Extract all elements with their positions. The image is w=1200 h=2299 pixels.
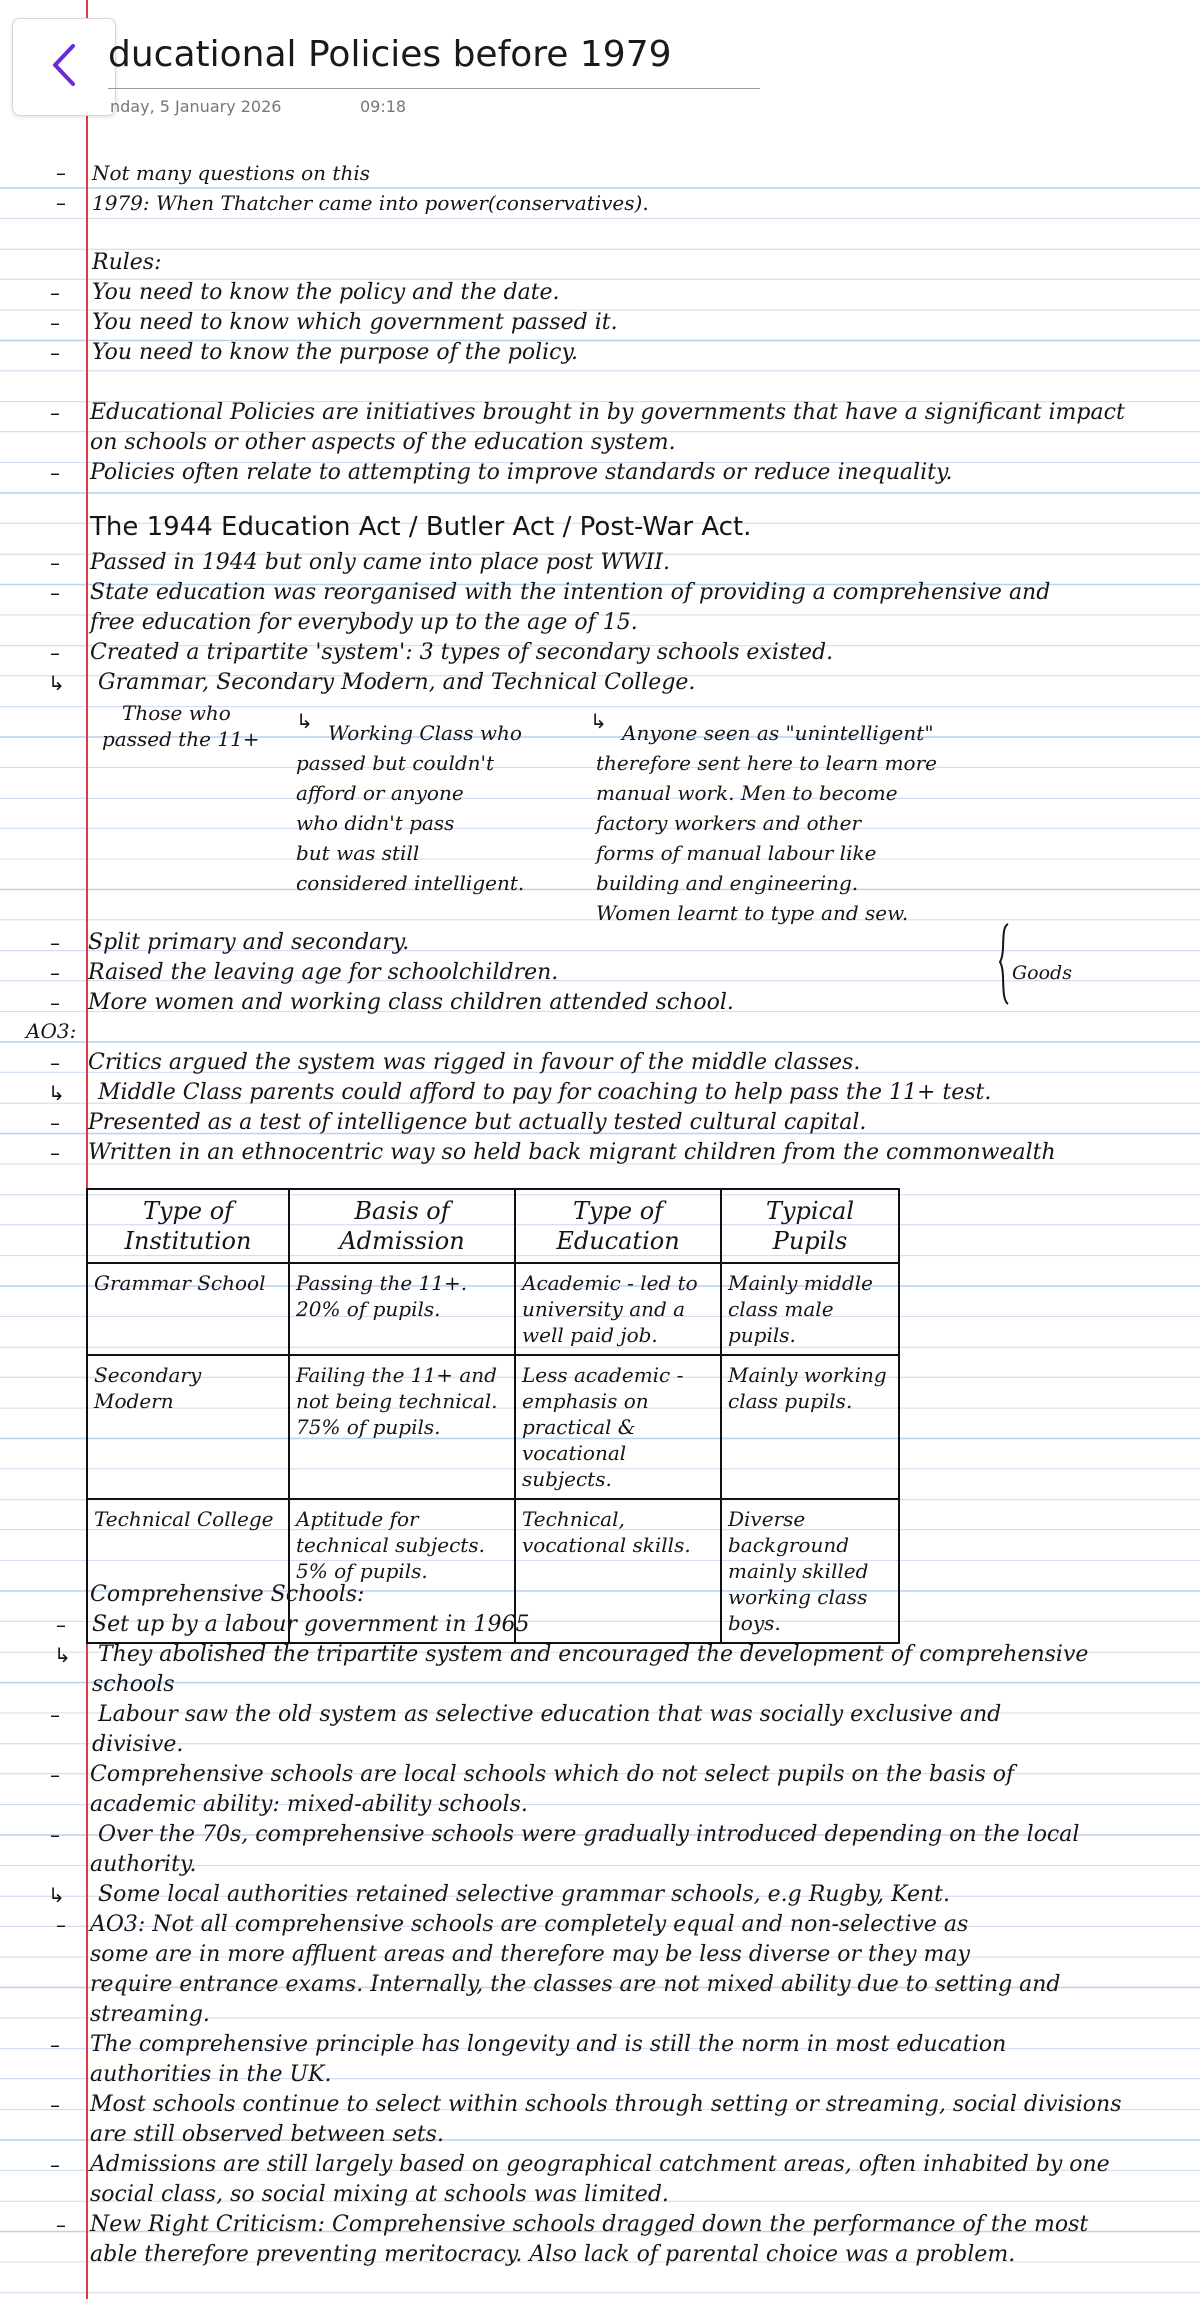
note-line: Raised the leaving age for schoolchildren. [88,960,559,985]
note-line: Set up by a labour government in 1965 [92,1612,530,1637]
note-line: Policies often relate to attempting to improve standards or reduce inequality. [90,460,953,485]
bullet-dash: – [50,1141,60,1165]
note-line: are still observed between sets. [90,2122,444,2147]
note-line: social class, so social mixing at schools was limited. [90,2182,669,2207]
table-cell: Passing the 11+. 20% of pupils. [289,1263,515,1355]
bullet-dash: – [50,311,60,335]
table-cell: Less academic - emphasis on practical & vocational subjects. [515,1355,721,1499]
note-line: Presented as a test of intelligence but actually tested cultural capital. [88,1110,867,1135]
bullet-dash: – [50,581,60,605]
bullet-dash: – [50,461,60,485]
bullet-dash: – [56,191,66,215]
note-line: They abolished the tripartite system and encouraged the development of comprehensive [98,1642,1089,1667]
table-row [87,1263,899,1355]
note-line: able therefore preventing meritocracy. Also lack of parental choice was a problem. [90,2242,1016,2267]
bullet-arrow: ↳ [48,1081,65,1105]
note-line: Most schools continue to select within schools through setting or streaming, social divisions [90,2092,1122,2117]
note-line: divisive. [92,1732,184,1757]
chevron-left-icon [49,42,79,92]
note-line: Passed in 1944 but only came into place post WWII. [90,550,670,575]
technical-note: Women learnt to type and sew. [596,901,909,925]
aos-label: AO3: [26,1019,77,1043]
note-line: Over the 70s, comprehensive schools were gradually introduced depending on the local [98,1822,1080,1847]
butler-heading: The 1944 Education Act / Butler Act / Post-War Act. [90,512,752,542]
note-line: some are in more affluent areas and therefore may be less diverse or they may [90,1942,970,1967]
secondary-note: considered intelligent. [296,871,525,895]
technical-note: factory workers and other [596,811,861,835]
note-line: You need to know the purpose of the policy. [92,340,578,365]
note-line: AO3: Not all comprehensive schools are completely equal and non-selective as [90,1912,969,1937]
back-button[interactable] [12,18,116,116]
note-line: 1979: When Thatcher came into power(conservatives). [92,191,649,215]
bullet-dash: – [50,641,60,665]
bullet-arrow: ↳ [590,709,607,733]
note-line: Not many questions on this [92,161,370,185]
note-line: The comprehensive principle has longevity and is still the norm in most education [90,2032,1007,2057]
page-title[interactable]: ducational Policies before 1979 [108,34,672,75]
note-line: Middle Class parents could afford to pay for coaching to help pass the 11+ test. [98,1080,992,1105]
grammar-note: Those who [122,701,231,725]
bullet-arrow: ↳ [296,709,313,733]
bullet-arrow: ↳ [48,671,65,695]
note-line: You need to know which government passed it. [92,310,618,335]
bullet-dash: – [50,281,60,305]
table-cell: Technical, vocational skills. [515,1499,721,1643]
note-line: free education for everybody up to the age of 15. [90,610,638,635]
aside-note: Goods [1012,962,1072,984]
table-header-cell: Basis of Admission [289,1189,515,1263]
table-cell: Failing the 11+ and not being technical. 75% of pupils. [289,1355,515,1499]
page-time: 09:18 [360,97,407,116]
secondary-note: passed but couldn't [296,751,495,775]
note-line: Some local authorities retained selective grammar schools, e.g Rugby, Kent. [98,1882,951,1907]
bullet-dash: – [50,1051,60,1075]
table-cell: Grammar School [87,1263,289,1355]
note-line: require entrance exams. Internally, the classes are not mixed ability due to setting and [90,1972,1061,1997]
bullet-dash: – [56,1913,66,1937]
table-cell: Mainly middle class male pupils. [721,1263,899,1355]
secondary-note: but was still [296,841,420,865]
note-line: Educational Policies are initiatives brought in by governments that have a significant impact [90,400,1125,425]
bullet-dash: – [50,1823,60,1847]
note-line: streaming. [90,2002,210,2027]
note-line: academic ability: mixed-ability schools. [90,1792,528,1817]
bullet-dash: – [50,401,60,425]
bullet-dash: – [50,2033,60,2057]
bullet-dash: – [50,1703,60,1727]
bullet-dash: – [56,161,66,185]
note-line: More women and working class children attended school. [88,990,734,1015]
table-cell: Secondary Modern [87,1355,289,1499]
title-divider [108,88,760,89]
brace-icon [994,922,1014,1006]
bullet-dash: – [50,2153,60,2177]
bullet-dash: – [50,2093,60,2117]
secondary-note: Working Class who [328,721,522,745]
note-line: Split primary and secondary. [88,930,410,955]
bullet-dash: – [50,1111,60,1135]
table-header-row [87,1189,899,1263]
note-line: Labour saw the old system as selective education that was socially exclusive and [98,1702,1002,1727]
bullet-dash: – [50,961,60,985]
note-line: Admissions are still largely based on geographical catchment areas, often inhabited by one [90,2152,1110,2177]
table-row [87,1355,899,1499]
note-line: Grammar, Secondary Modern, and Technical College. [98,670,696,695]
bullet-dash: – [50,991,60,1015]
note-line: You need to know the policy and the date. [92,280,560,305]
table-header-cell: Type of Education [515,1189,721,1263]
bullet-dash: – [50,341,60,365]
table-cell: Mainly working class pupils. [721,1355,899,1499]
bullet-arrow: ↳ [48,1883,65,1907]
comprehensive-heading: Comprehensive Schools: [90,1582,365,1607]
technical-note: building and engineering. [596,871,859,895]
technical-note: therefore sent here to learn more [596,751,937,775]
technical-note: forms of manual labour like [596,841,877,865]
note-line: Comprehensive schools are local schools which do not select pupils on the basis of [90,1762,1015,1787]
bullet-dash: – [50,931,60,955]
bullet-dash: – [50,1763,60,1787]
technical-note: manual work. Men to become [596,781,898,805]
bullet-arrow: ↳ [54,1643,71,1667]
note-line: Created a tripartite 'system': 3 types of secondary schools existed. [90,640,834,665]
secondary-note: afford or anyone [296,781,464,805]
note-line: Critics argued the system was rigged in favour of the middle classes. [88,1050,861,1075]
table-cell: Aptitude for technical subjects. 5% of pupils. [289,1499,515,1643]
table-cell: Diverse background mainly skilled working class boys. [721,1499,899,1643]
grammar-note: passed the 11+ [102,727,260,751]
note-line: authorities in the UK. [90,2062,332,2087]
secondary-note: who didn't pass [296,811,455,835]
note-line: schools [92,1672,175,1697]
rules-heading: Rules: [92,250,162,275]
note-line: authority. [90,1852,197,1877]
table-header-cell: Type of Institution [87,1189,289,1263]
note-line: New Right Criticism: Comprehensive schools dragged down the performance of the most [90,2212,1089,2237]
bullet-dash: – [56,2213,66,2237]
note-line: on schools or other aspects of the education system. [90,430,676,455]
bullet-dash: – [50,551,60,575]
page-header [0,0,1200,150]
page-date: nday, 5 January 2026 [110,97,282,116]
table-cell: Academic - led to university and a well paid job. [515,1263,721,1355]
schools-table [86,1188,900,1644]
table-cell: Technical College [87,1499,289,1643]
bullet-dash: – [56,1613,66,1637]
technical-note: Anyone seen as "unintelligent" [622,721,934,745]
table-header-cell: Typical Pupils [721,1189,899,1263]
note-line: State education was reorganised with the intention of providing a comprehensive and [90,580,1051,605]
note-line: Written in an ethnocentric way so held back migrant children from the commonwealth [88,1140,1056,1165]
